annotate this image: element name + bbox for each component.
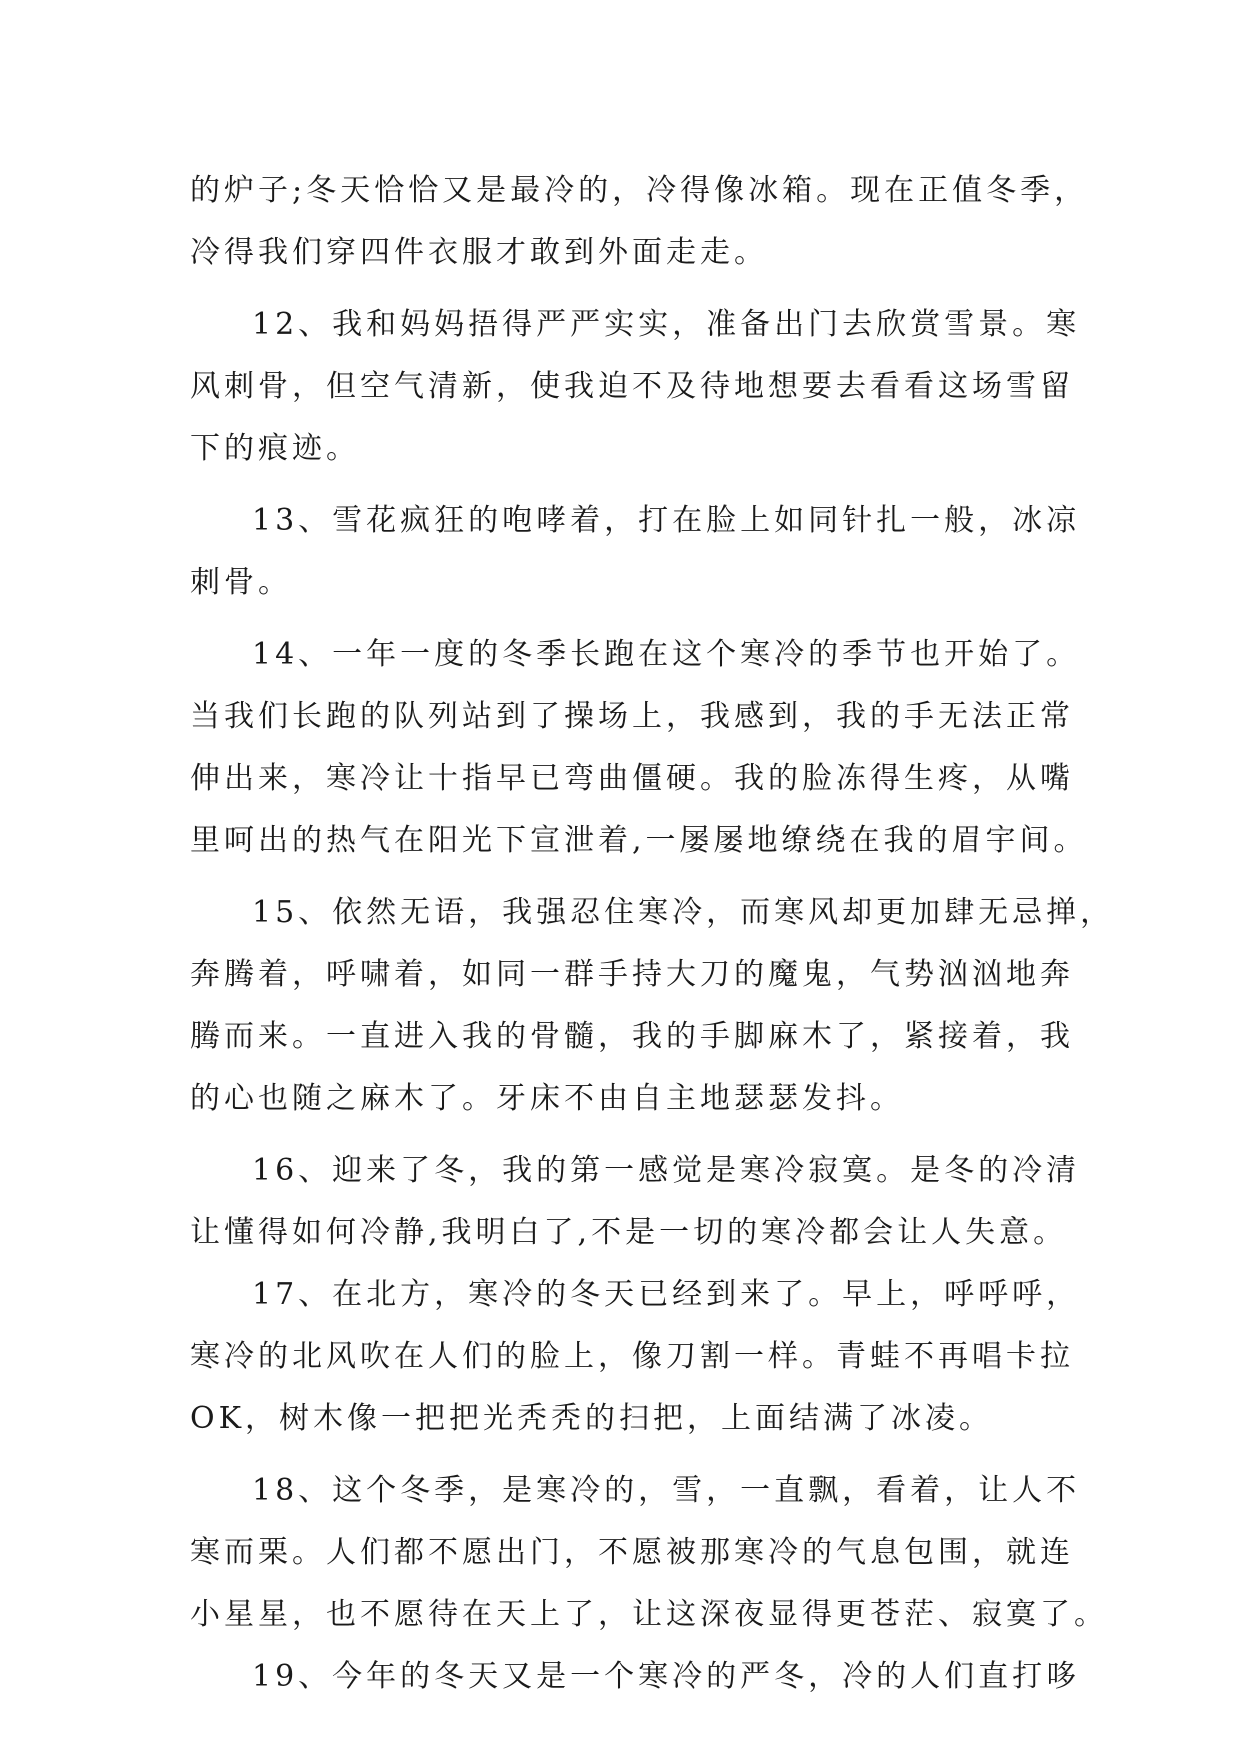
text-line: 伸出来，寒冷让十指早已弯曲僵硬。我的脸冻得生疼，从嘴	[190, 761, 1074, 796]
text-line: 当我们长跑的队列站到了操场上，我感到，我的手无法正常	[190, 699, 1074, 734]
paragraph-17-start: 17、在北方，寒冷的冬天已经到来了。早上，呼呼呼，	[252, 1277, 1081, 1312]
paragraph-19-start: 19、今年的冬天又是一个寒冷的严冬，冷的人们直打哆	[252, 1659, 1081, 1694]
text-line: 让懂得如何冷静,我明白了,不是一切的寒冷都会让人失意。	[190, 1215, 1068, 1250]
text-line: 的心也随之麻木了。牙床不由自主地瑟瑟发抖。	[190, 1081, 904, 1116]
paragraph-15-start: 15、依然无语，我强忍住寒冷，而寒风却更加肆无忌掸，	[252, 895, 1115, 930]
text-line: OK，树木像一把把光秃秃的扫把，上面结满了冰凌。	[190, 1401, 994, 1436]
text-line: 下的痕迹。	[190, 431, 360, 466]
text-line: 小星星，也不愿待在天上了，让这深夜显得更苍茫、寂寞了。	[190, 1597, 1108, 1632]
paragraph-16-start: 16、迎来了冬，我的第一感觉是寒冷寂寞。是冬的冷清	[252, 1153, 1081, 1188]
text-line: 刺骨。	[190, 565, 292, 600]
text-line: 冷得我们穿四件衣服才敢到外面走走。	[190, 235, 768, 270]
text-line: 奔腾着，呼啸着，如同一群手持大刀的魔鬼，气势汹汹地奔	[190, 957, 1074, 992]
document-body	[190, 160, 1115, 1708]
text-line: 里呵出的热气在阳光下宣泄着,一屡屡地缭绕在我的眉宇间。	[190, 823, 1088, 858]
text-line: 腾而来。一直进入我的骨髓，我的手脚麻木了，紧接着，我	[190, 1019, 1074, 1054]
paragraph-12-start: 12、我和妈妈捂得严严实实，准备出门去欣赏雪景。寒	[252, 307, 1081, 342]
paragraph-13-start: 13、雪花疯狂的咆哮着，打在脸上如同针扎一般，冰凉	[252, 503, 1081, 538]
paragraph-18-start: 18、这个冬季，是寒冷的，雪，一直飘，看着，让人不	[252, 1473, 1081, 1508]
text-line: 风刺骨，但空气清新，使我迫不及待地想要去看看这场雪留	[190, 369, 1074, 404]
paragraph-14-start: 14、一年一度的冬季长跑在这个寒冷的季节也开始了。	[252, 637, 1081, 672]
text-line: 寒冷的北风吹在人们的脸上，像刀割一样。青蛙不再唱卡拉	[190, 1339, 1074, 1374]
text-line: 寒而栗。人们都不愿出门，不愿被那寒冷的气息包围，就连	[190, 1535, 1074, 1570]
text-line: 的炉子;冬天恰恰又是最冷的，冷得像冰箱。现在正值冬季，	[190, 173, 1089, 208]
